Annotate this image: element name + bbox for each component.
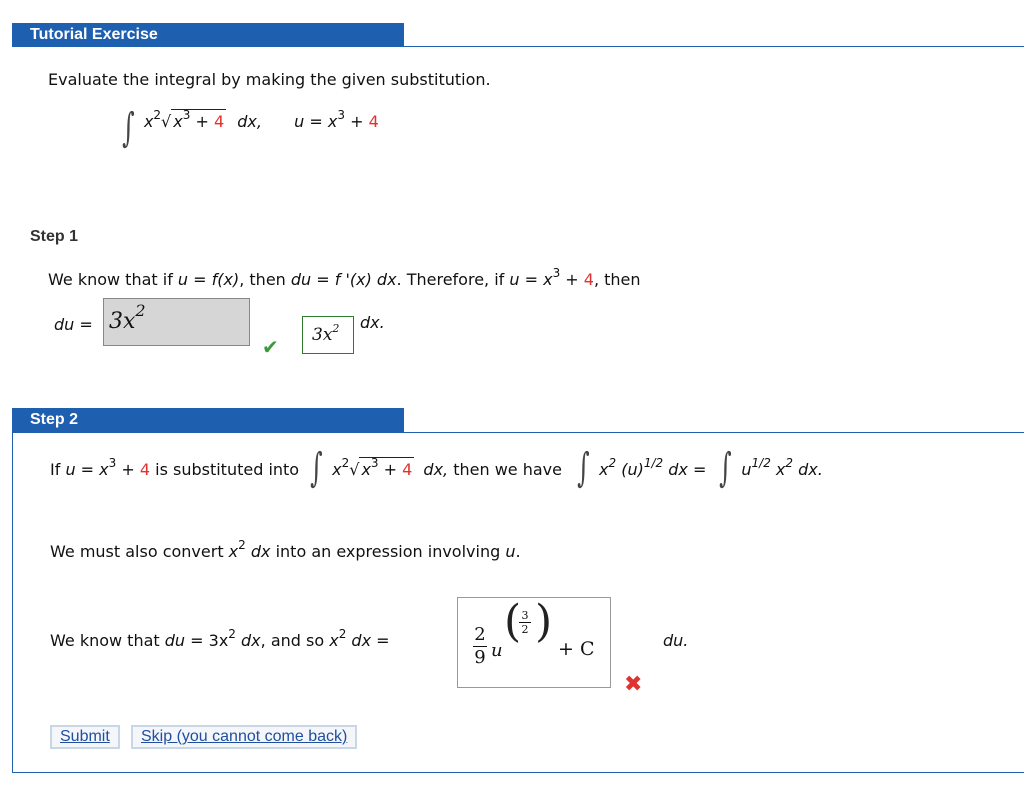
step2-line1: If $u = x^3 + 4$ is substituted into ∫ $x^2√$ $x^3 + 4$ dx, then we have ∫ $x^2$ $(u)^{1/2}$ dx = ∫ $u^{1/2}$ $x^2$ dx. xyxy=(50,445,823,491)
step2-line2: We must also convert $x^2$ dx into an expression involving u. xyxy=(50,538,521,561)
integral-sign-icon: ∫ xyxy=(719,445,733,491)
step2-header: Step 2 xyxy=(12,408,404,432)
step2-top-rule xyxy=(12,432,1024,433)
submit-button[interactable]: Submit xyxy=(50,725,120,749)
instruction-text: Evaluate the integral by making the given substitution. xyxy=(48,70,491,89)
square-root: √ $x^3 + 4$ xyxy=(161,108,225,131)
step2-left-rule xyxy=(12,432,13,773)
du-end-label: du. xyxy=(663,631,689,650)
tutorial-exercise-header: Tutorial Exercise xyxy=(12,23,404,47)
step2-line3: We know that du = $3x^2$ dx, and so $x^2$ dx = xyxy=(50,627,390,650)
x2dx-answer-input[interactable]: 2 9 u ( 3 2 ) + C xyxy=(457,597,611,688)
header-rule xyxy=(12,46,1024,47)
du-answer-input[interactable]: $3x^2$ xyxy=(103,298,250,346)
skip-button[interactable]: Skip (you cannot come back) xyxy=(131,725,357,749)
integral-sign-icon: ∫ xyxy=(310,445,323,491)
step1-label: Step 1 xyxy=(30,228,79,245)
wrong-x-icon: ✖ xyxy=(624,672,643,697)
step1-sentence: We know that if u = f(x), then du = f '(x) dx. Therefore, if $u = x^3 + 4$, then xyxy=(48,266,641,289)
du-label: du = xyxy=(54,315,93,334)
dx-label: dx. xyxy=(360,313,385,332)
problem-integral: ∫ $x^2√$ $x^3 + 4$ dx, $u = x^3 + 4$ xyxy=(122,105,379,151)
correct-answer-box: $3x^2$ xyxy=(302,316,354,354)
square-root: √ $x^3 + 4$ xyxy=(349,456,413,479)
integral-sign-icon: ∫ xyxy=(122,105,135,151)
checkmark-icon: ✔ xyxy=(262,335,279,359)
integral-sign-icon: ∫ xyxy=(577,445,590,491)
step2-bottom-rule xyxy=(12,772,1024,773)
